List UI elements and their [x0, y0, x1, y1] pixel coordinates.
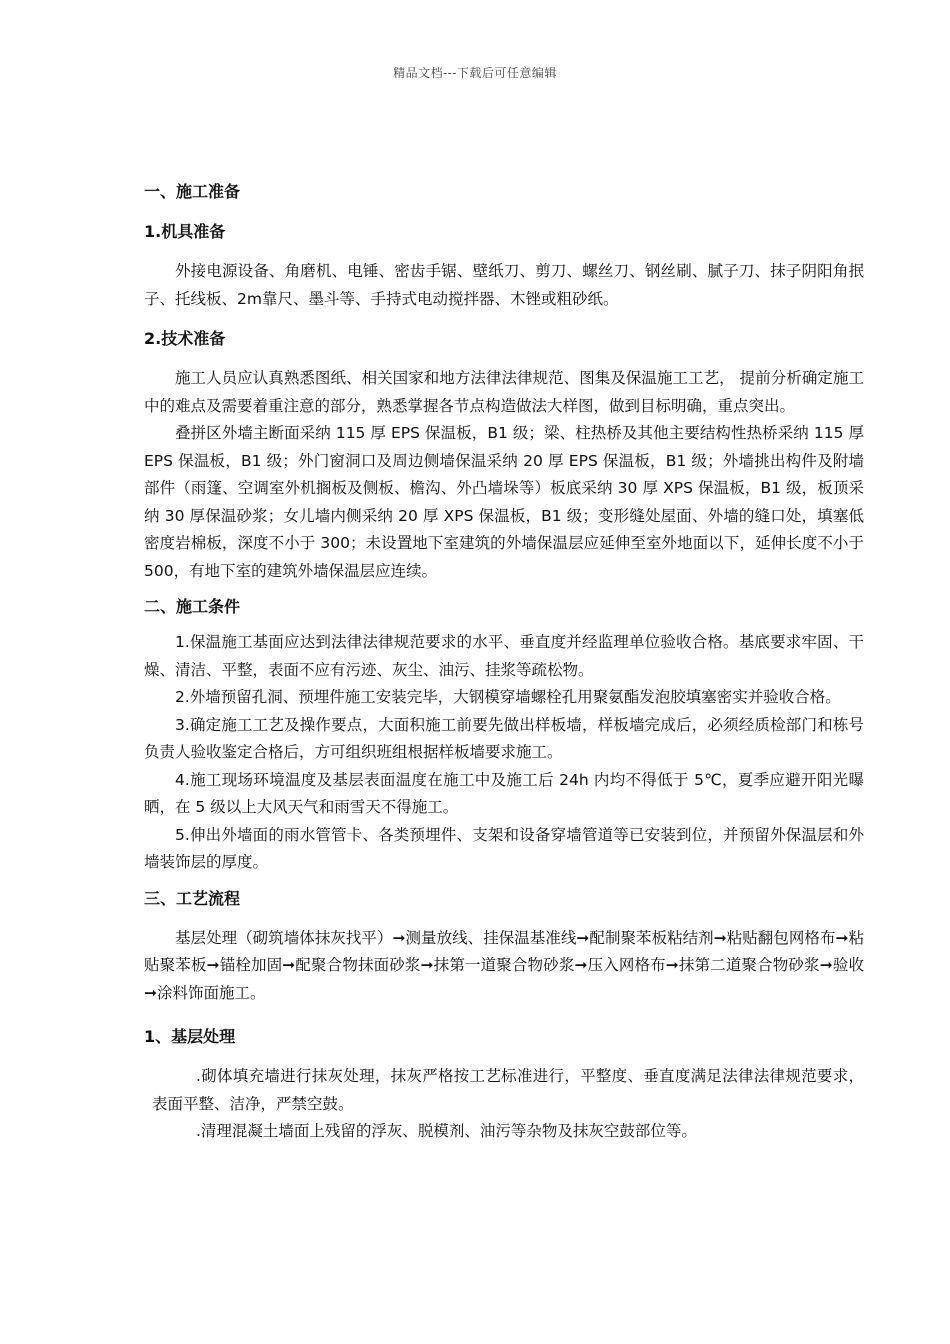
- page-header: 精品文档---下载后可任意编辑: [393, 66, 557, 80]
- section-heading-prep: 一、施工准备: [144, 182, 241, 201]
- section-heading-process: 三、工艺流程: [144, 888, 241, 908]
- section-heading-conditions: 二、施工条件: [144, 597, 241, 616]
- condition-item: 2.外墙预留孔洞、预埋件施工安装完毕，大钢模穿墙螺栓孔用聚氨酯发泡胶填塞密实并验收合格。: [175, 688, 841, 706]
- paragraph-tech-2: 叠拼区外墙主断面采纳 115 厚 EPS 保温板，B1 级；梁、柱热桥及其他主要结构性热桥采纳 115 厚 EPS 保温板，B1 级；外门窗洞口及周边侧墙保温采纳 20 厚 EPS 保温板，B1 级；外墙挑出构件及附墙部件（雨篷、空调室外机搁板及侧板、檐沟、外凸墙垛等）板底采纳 30 厚 XPS 保温板，B1 级，板顶采纳 30 厚保温砂浆；女儿墙内侧采纳 20 厚 XPS 保温板，B1 级；变形缝处屋面、外墙的缝口处，填塞低密度岩棉板，深度不小于 300；未设置地下室建筑的外墙保温层应延伸至室外地面以下，延伸长度不小于 500，有地下室的建筑外墙保温层应连续。: [144, 424, 864, 580]
- condition-item: 4.施工现场环境温度及基层表面温度在施工中及施工后 24h 内均不得低于 5℃，夏季应避开阳光曝晒，在 5 级以上大风天气和雨雪天不得施工。: [144, 770, 864, 816]
- paragraph-tools: 外接电源设备、角磨机、电锤、密齿手锯、壁纸刀、剪刀、螺丝刀、钢丝刷、腻子刀、抹子阴阳角抿子、托线板、2m靠尺、墨斗等、手持式电动搅拌器、木锉或粗砂纸。: [144, 262, 864, 308]
- base-treatment-item-2: .清理混凝土墙面上残留的浮灰、脱模剂、油污等杂物及抹灰空鼓部位等。: [196, 1122, 697, 1140]
- paragraph-tech-1: 施工人员应认真熟悉图纸、相关国家和地方法律法律规范、图集及保温施工工艺， 提前分析确定施工中的难点及需要着重注意的部分，熟悉掌握各节点构造做法大样图，做到目标明确，重点突出。: [144, 369, 864, 415]
- condition-item: 5.伸出外墙面的雨水管管卡、各类预埋件、支架和设备穿墙管道等已安装到位，并预留外保温层和外墙装饰层的厚度。: [144, 825, 864, 871]
- subheading-tools: 1.机具准备: [144, 222, 226, 241]
- paragraph-process-flow: 基层处理（砌筑墙体抹灰找平）➞测量放线、挂保温基准线➞配制聚苯板粘结剂➞粘贴翻包网格布➞粘贴聚苯板➞锚栓加固➞配聚合物抹面砂浆➞抹第一道聚合物砂浆➞压入网格布➞抹第二道聚合物砂浆➞验收➞涂料饰面施工。: [144, 928, 864, 1002]
- subheading-base-treatment: 1、基层处理: [144, 1027, 236, 1046]
- document-body: [144, 178, 864, 1146]
- base-treatment-item-1: .砌体填充墙进行抹灰处理，抹灰严格按工艺标准进行，平整度、垂直度满足法律法律规范要求，表面平整、洁净，严禁空鼓。: [152, 1067, 864, 1113]
- condition-item: 3.确定施工工艺及操作要点，大面积施工前要先做出样板墙，样板墙完成后，必须经质检部门和栋号负责人验收鉴定合格后，方可组织班组根据样板墙要求施工。: [144, 715, 864, 761]
- condition-item: 1.保温施工基面应达到法律法律规范要求的水平、垂直度并经监理单位验收合格。基底要求牢固、干燥、清洁、平整，表面不应有污迹、灰尘、油污、挂浆等疏松物。: [144, 633, 864, 679]
- subheading-tech: 2.技术准备: [144, 329, 226, 348]
